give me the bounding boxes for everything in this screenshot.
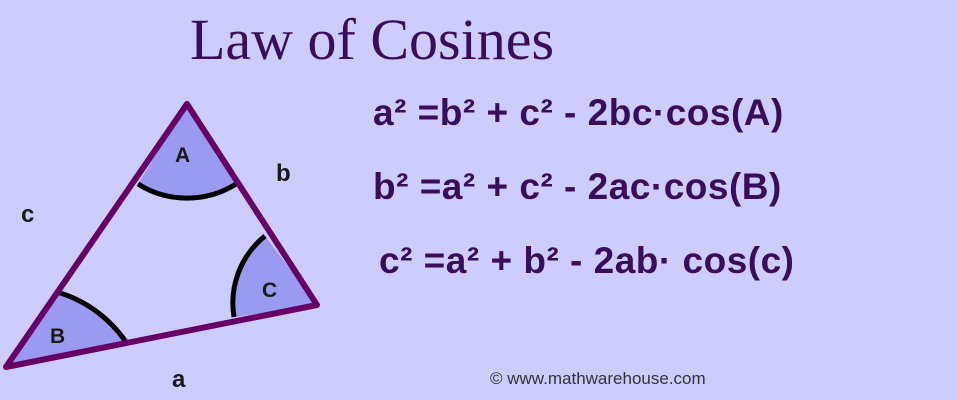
- angle-c-label: C: [262, 279, 278, 302]
- angle-a-label: A: [175, 144, 191, 167]
- copyright-text: © www.mathwarehouse.com: [490, 369, 706, 388]
- side-c-label: c: [21, 201, 35, 228]
- formula-a: a² =b² + c² - 2bc·cos(A): [373, 92, 784, 133]
- formula-b: b² =a² + c² - 2ac·cos(B): [373, 166, 782, 207]
- page-title: Law of Cosines: [190, 7, 555, 72]
- side-a-label: a: [172, 366, 186, 393]
- angle-b-label: B: [50, 325, 66, 348]
- formula-c: c² =a² + b² - 2ab· cos(c): [379, 240, 795, 281]
- side-b-label: b: [276, 160, 291, 187]
